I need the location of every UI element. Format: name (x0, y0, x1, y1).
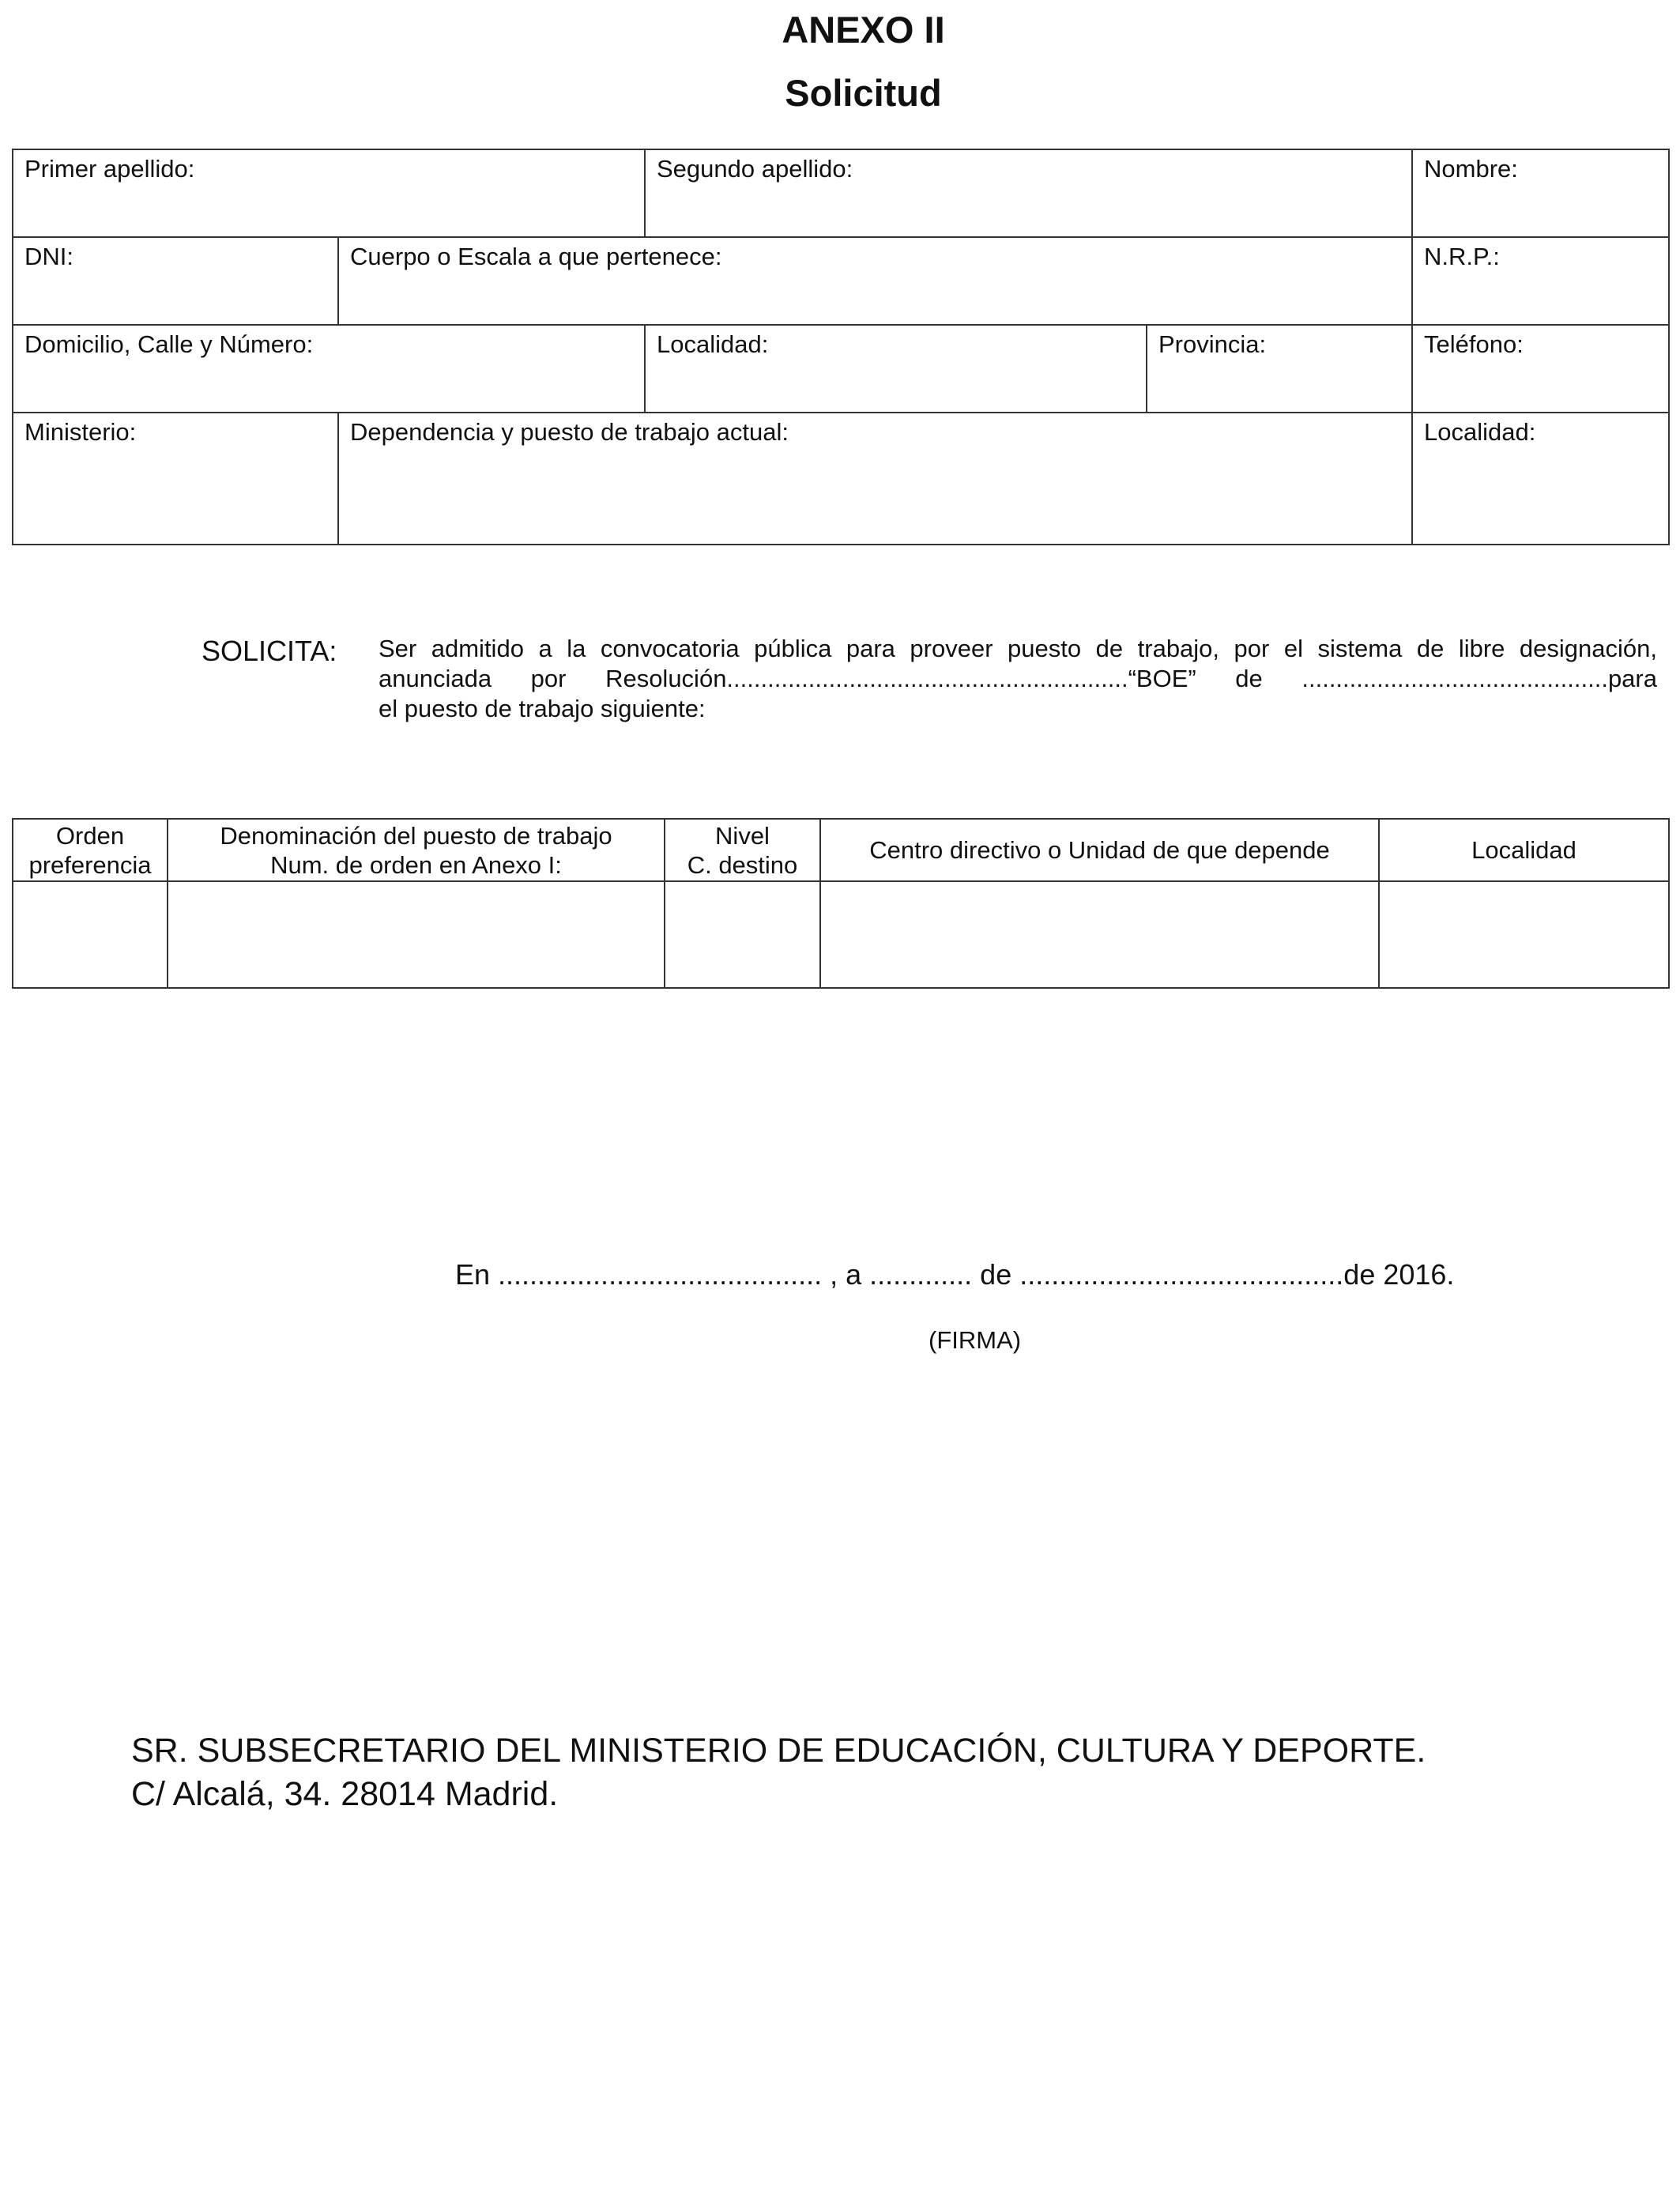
field-provincia[interactable] (1147, 325, 1412, 413)
cell-orden-preferencia[interactable] (13, 881, 168, 988)
solicita-line: el puesto de trabajo siguiente: (379, 695, 706, 722)
field-nrp[interactable] (1412, 237, 1669, 325)
field-label: Segundo apellido: (657, 155, 853, 183)
date-line[interactable]: En ......................................... , a ............. de .........................................de 2016. (455, 1258, 1455, 1291)
table-row (13, 881, 1669, 988)
field-primer-apellido[interactable] (13, 149, 645, 237)
header-line: Localidad (1471, 836, 1576, 864)
field-label: Provincia: (1158, 330, 1267, 358)
header-line: Num. de orden en Anexo I: (270, 850, 562, 879)
field-dependencia[interactable] (338, 413, 1412, 545)
personal-data-form (12, 149, 1670, 545)
solicita-line: Ser admitido a la convocatoria pública para proveer puesto de trabajo, por el sistema de libre designación, (379, 635, 1657, 662)
field-cuerpo-escala[interactable] (338, 237, 1412, 325)
header-nivel (665, 819, 820, 881)
header-line: C. destino (687, 850, 798, 879)
document-subtitle: Solicitud (785, 72, 942, 114)
field-label: Dependencia y puesto de trabajo actual: (350, 418, 789, 446)
header-line: Denominación del puesto de trabajo (220, 821, 612, 850)
field-label: Primer apellido: (24, 155, 195, 183)
document-title: ANEXO II (782, 9, 945, 51)
table-header-row (13, 819, 1669, 881)
field-label: Localidad: (1424, 418, 1536, 446)
field-nombre[interactable] (1412, 149, 1669, 237)
field-localidad-trabajo[interactable] (1412, 413, 1669, 545)
field-label: Domicilio, Calle y Número: (24, 330, 314, 358)
field-label: Ministerio: (24, 418, 137, 446)
field-segundo-apellido[interactable] (645, 149, 1412, 237)
field-label: Cuerpo o Escala a que pertenece: (350, 243, 722, 270)
field-telefono[interactable] (1412, 325, 1669, 413)
header-line: Centro directivo o Unidad de que depende (869, 836, 1330, 864)
cell-centro-directivo[interactable] (820, 881, 1379, 988)
puestos-table (12, 818, 1670, 989)
solicita-text (379, 634, 1657, 724)
signature-label: (FIRMA) (929, 1326, 1022, 1354)
solicita-line: anunciada por Resolución...........................................................“BOE” de .............................................para (379, 665, 1657, 692)
header-centro-directivo (820, 819, 1379, 881)
header-line: Orden (55, 821, 125, 850)
header-denominacion (168, 819, 665, 881)
header-line: preferencia (28, 850, 152, 879)
field-domicilio[interactable] (13, 325, 645, 413)
recipient-line: SR. SUBSECRETARIO DEL MINISTERIO DE EDUCACIÓN, CULTURA Y DEPORTE. (131, 1732, 1426, 1770)
field-localidad[interactable] (645, 325, 1147, 413)
header-line: Nivel (715, 821, 770, 850)
cell-nivel[interactable] (665, 881, 820, 988)
field-label: Nombre: (1424, 155, 1518, 183)
recipient-line: C/ Alcalá, 34. 28014 Madrid. (131, 1775, 559, 1813)
header-localidad (1379, 819, 1669, 881)
field-ministerio[interactable] (13, 413, 338, 545)
field-label: DNI: (24, 243, 73, 270)
field-dni[interactable] (13, 237, 338, 325)
solicita-label: SOLICITA: (202, 635, 337, 667)
cell-denominacion[interactable] (168, 881, 665, 988)
cell-localidad[interactable] (1379, 881, 1669, 988)
field-label: Localidad: (657, 330, 769, 358)
recipient-address (131, 1729, 1426, 1816)
header-orden-preferencia (13, 819, 168, 881)
field-label: Teléfono: (1424, 330, 1524, 358)
field-label: N.R.P.: (1424, 243, 1500, 270)
